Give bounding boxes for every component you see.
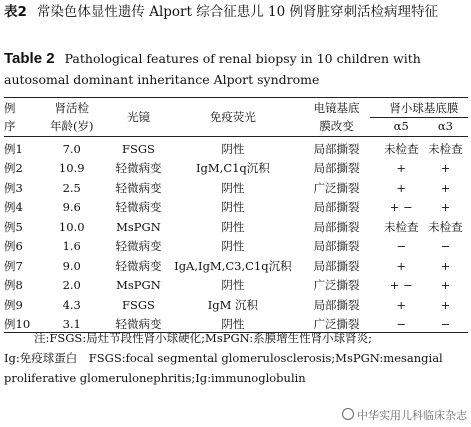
cell-immunofluorescence: 阴性 — [221, 239, 245, 254]
cell-em-change: 局部撕裂 — [313, 219, 360, 234]
cell-light-microscopy: 轻微病变 — [115, 180, 162, 195]
pathology-table — [4, 99, 468, 334]
cell-em-change: 广泛撕裂 — [313, 180, 360, 195]
table-row — [4, 198, 468, 218]
cell-immunofluorescence: IgA,IgM,C3,C1q沉积 — [174, 258, 292, 273]
cell-immunofluorescence: IgM,C1q沉积 — [195, 161, 270, 176]
top-rule — [4, 97, 468, 98]
cell-alpha3: − — [440, 239, 451, 254]
cell-light-microscopy: MsPGN — [116, 219, 161, 234]
journal-watermark — [342, 407, 467, 423]
table-row — [4, 276, 468, 296]
header-age-2: 年龄(岁) — [49, 119, 94, 133]
cell-age: 9.0 — [62, 258, 81, 273]
cell-no: 例10 — [4, 317, 31, 332]
cell-alpha3: + — [440, 161, 451, 176]
cell-em-change: 广泛撕裂 — [313, 278, 360, 293]
cell-light-microscopy: 轻微病变 — [115, 317, 162, 332]
cell-immunofluorescence: 阴性 — [221, 219, 245, 234]
cell-alpha3: + — [440, 278, 451, 293]
cell-alpha5: + − — [389, 200, 413, 215]
header-em-1: 电镜基底 — [313, 101, 360, 115]
cell-alpha5: + — [396, 180, 407, 195]
cell-age: 1.6 — [62, 239, 81, 254]
cell-no: 例9 — [4, 297, 23, 312]
cell-age: 10.9 — [58, 161, 85, 176]
table-row — [4, 295, 468, 315]
header-light-microscopy: 光镜 — [126, 110, 150, 124]
cell-light-microscopy: 轻微病变 — [115, 161, 162, 176]
cell-no: 例1 — [4, 141, 23, 156]
footnote-line: Ig:免疫球蛋白 FSGS:focal segmental glomerulosclerosis;MsPGN:mesangial — [4, 351, 443, 365]
header-alpha5: α5 — [393, 119, 409, 133]
footnote-line: 注:FSGS:局灶节段性肾小球硬化;MsPGN:系膜增生性肾小球肾炎; — [34, 331, 373, 345]
cell-light-microscopy: MsPGN — [116, 278, 161, 293]
cell-alpha5: 未检查 — [383, 219, 419, 234]
table-row — [4, 159, 468, 179]
cell-alpha5: + − — [389, 278, 413, 293]
header-gbm: 肾小球基底膜 — [389, 101, 459, 115]
cell-age: 2.0 — [62, 278, 81, 293]
table-row — [4, 217, 468, 237]
table-footnote — [4, 328, 468, 388]
title-english — [4, 48, 468, 90]
cell-em-change: 局部撕裂 — [313, 258, 360, 273]
table-row — [4, 139, 468, 159]
header-alpha3: α3 — [437, 119, 453, 133]
cell-age: 10.0 — [58, 219, 85, 234]
cell-alpha5: + — [396, 161, 407, 176]
cell-light-microscopy: 轻微病变 — [115, 258, 162, 273]
table-row — [4, 178, 468, 198]
cell-alpha5: − — [396, 239, 407, 254]
header-immunofluorescence: 免疫荧光 — [209, 110, 256, 124]
cell-age: 3.1 — [62, 317, 81, 332]
cell-no: 例5 — [4, 219, 23, 234]
cell-age: 4.3 — [62, 297, 81, 312]
cell-alpha3: + — [440, 258, 451, 273]
cell-alpha3: + — [440, 297, 451, 312]
cell-age: 2.5 — [62, 180, 81, 195]
table-row — [4, 256, 468, 276]
cell-no: 例7 — [4, 258, 23, 273]
cell-light-microscopy: 轻微病变 — [115, 200, 162, 215]
cell-light-microscopy: FSGS — [121, 141, 155, 156]
cell-alpha5: − — [396, 317, 407, 332]
cell-em-change: 局部撕裂 — [313, 161, 360, 176]
cell-immunofluorescence: 阴性 — [221, 200, 245, 215]
cell-immunofluorescence: 阴性 — [221, 278, 245, 293]
cell-em-change: 局部撕裂 — [313, 200, 360, 215]
cell-alpha3: 未检查 — [428, 219, 463, 234]
table-row — [4, 237, 468, 257]
cell-age: 9.6 — [62, 200, 81, 215]
cell-no: 例6 — [4, 239, 23, 254]
cell-em-change: 局部撕裂 — [313, 239, 360, 254]
cell-em-change: 广泛撕裂 — [313, 317, 360, 332]
title-chinese — [4, 2, 468, 23]
cell-no: 例2 — [4, 161, 23, 176]
cell-alpha3: − — [440, 317, 451, 332]
cell-age: 7.0 — [62, 141, 81, 156]
header-age-1: 肾活检 — [54, 101, 89, 115]
cell-immunofluorescence: 阴性 — [221, 317, 245, 332]
header-em-2: 膜改变 — [319, 119, 354, 133]
watermark-text: 中华实用儿科临床杂志 — [357, 409, 467, 422]
cell-no: 例8 — [4, 278, 23, 293]
cell-immunofluorescence: IgM 沉积 — [207, 297, 259, 312]
cell-alpha3: 未检查 — [428, 141, 463, 156]
table-label-en: Table 2 — [4, 50, 55, 67]
cell-immunofluorescence: 阴性 — [221, 180, 245, 195]
cell-em-change: 局部撕裂 — [313, 297, 360, 312]
cell-immunofluorescence: 阴性 — [221, 141, 245, 156]
header-no-1: 例 — [4, 101, 16, 115]
footnote-line: proliferative glomerulonephritis;Ig:immunoglobulin — [4, 371, 306, 385]
cell-alpha5: + — [396, 297, 407, 312]
cell-light-microscopy: FSGS — [121, 297, 155, 312]
cell-no: 例4 — [4, 200, 23, 215]
table-label-cn: 表2 — [4, 4, 27, 20]
table-title-en: Pathological features of renal biopsy in 10 children with autosomal dominant inheritance Alport syndrome — [4, 51, 421, 87]
cell-no: 例3 — [4, 180, 23, 195]
wechat-icon — [342, 408, 354, 420]
cell-alpha5: + — [396, 258, 407, 273]
cell-alpha5: 未检查 — [383, 141, 419, 156]
header-no-2: 序 — [4, 119, 16, 133]
cell-alpha3: + — [440, 180, 451, 195]
cell-light-microscopy: 轻微病变 — [115, 239, 162, 254]
table-title-cn: 常染色体显性遗传 Alport 综合征患儿 10 例肾脏穿刺活检病理特征 — [36, 4, 438, 20]
cell-alpha3: + — [440, 200, 451, 215]
cell-em-change: 局部撕裂 — [313, 141, 360, 156]
